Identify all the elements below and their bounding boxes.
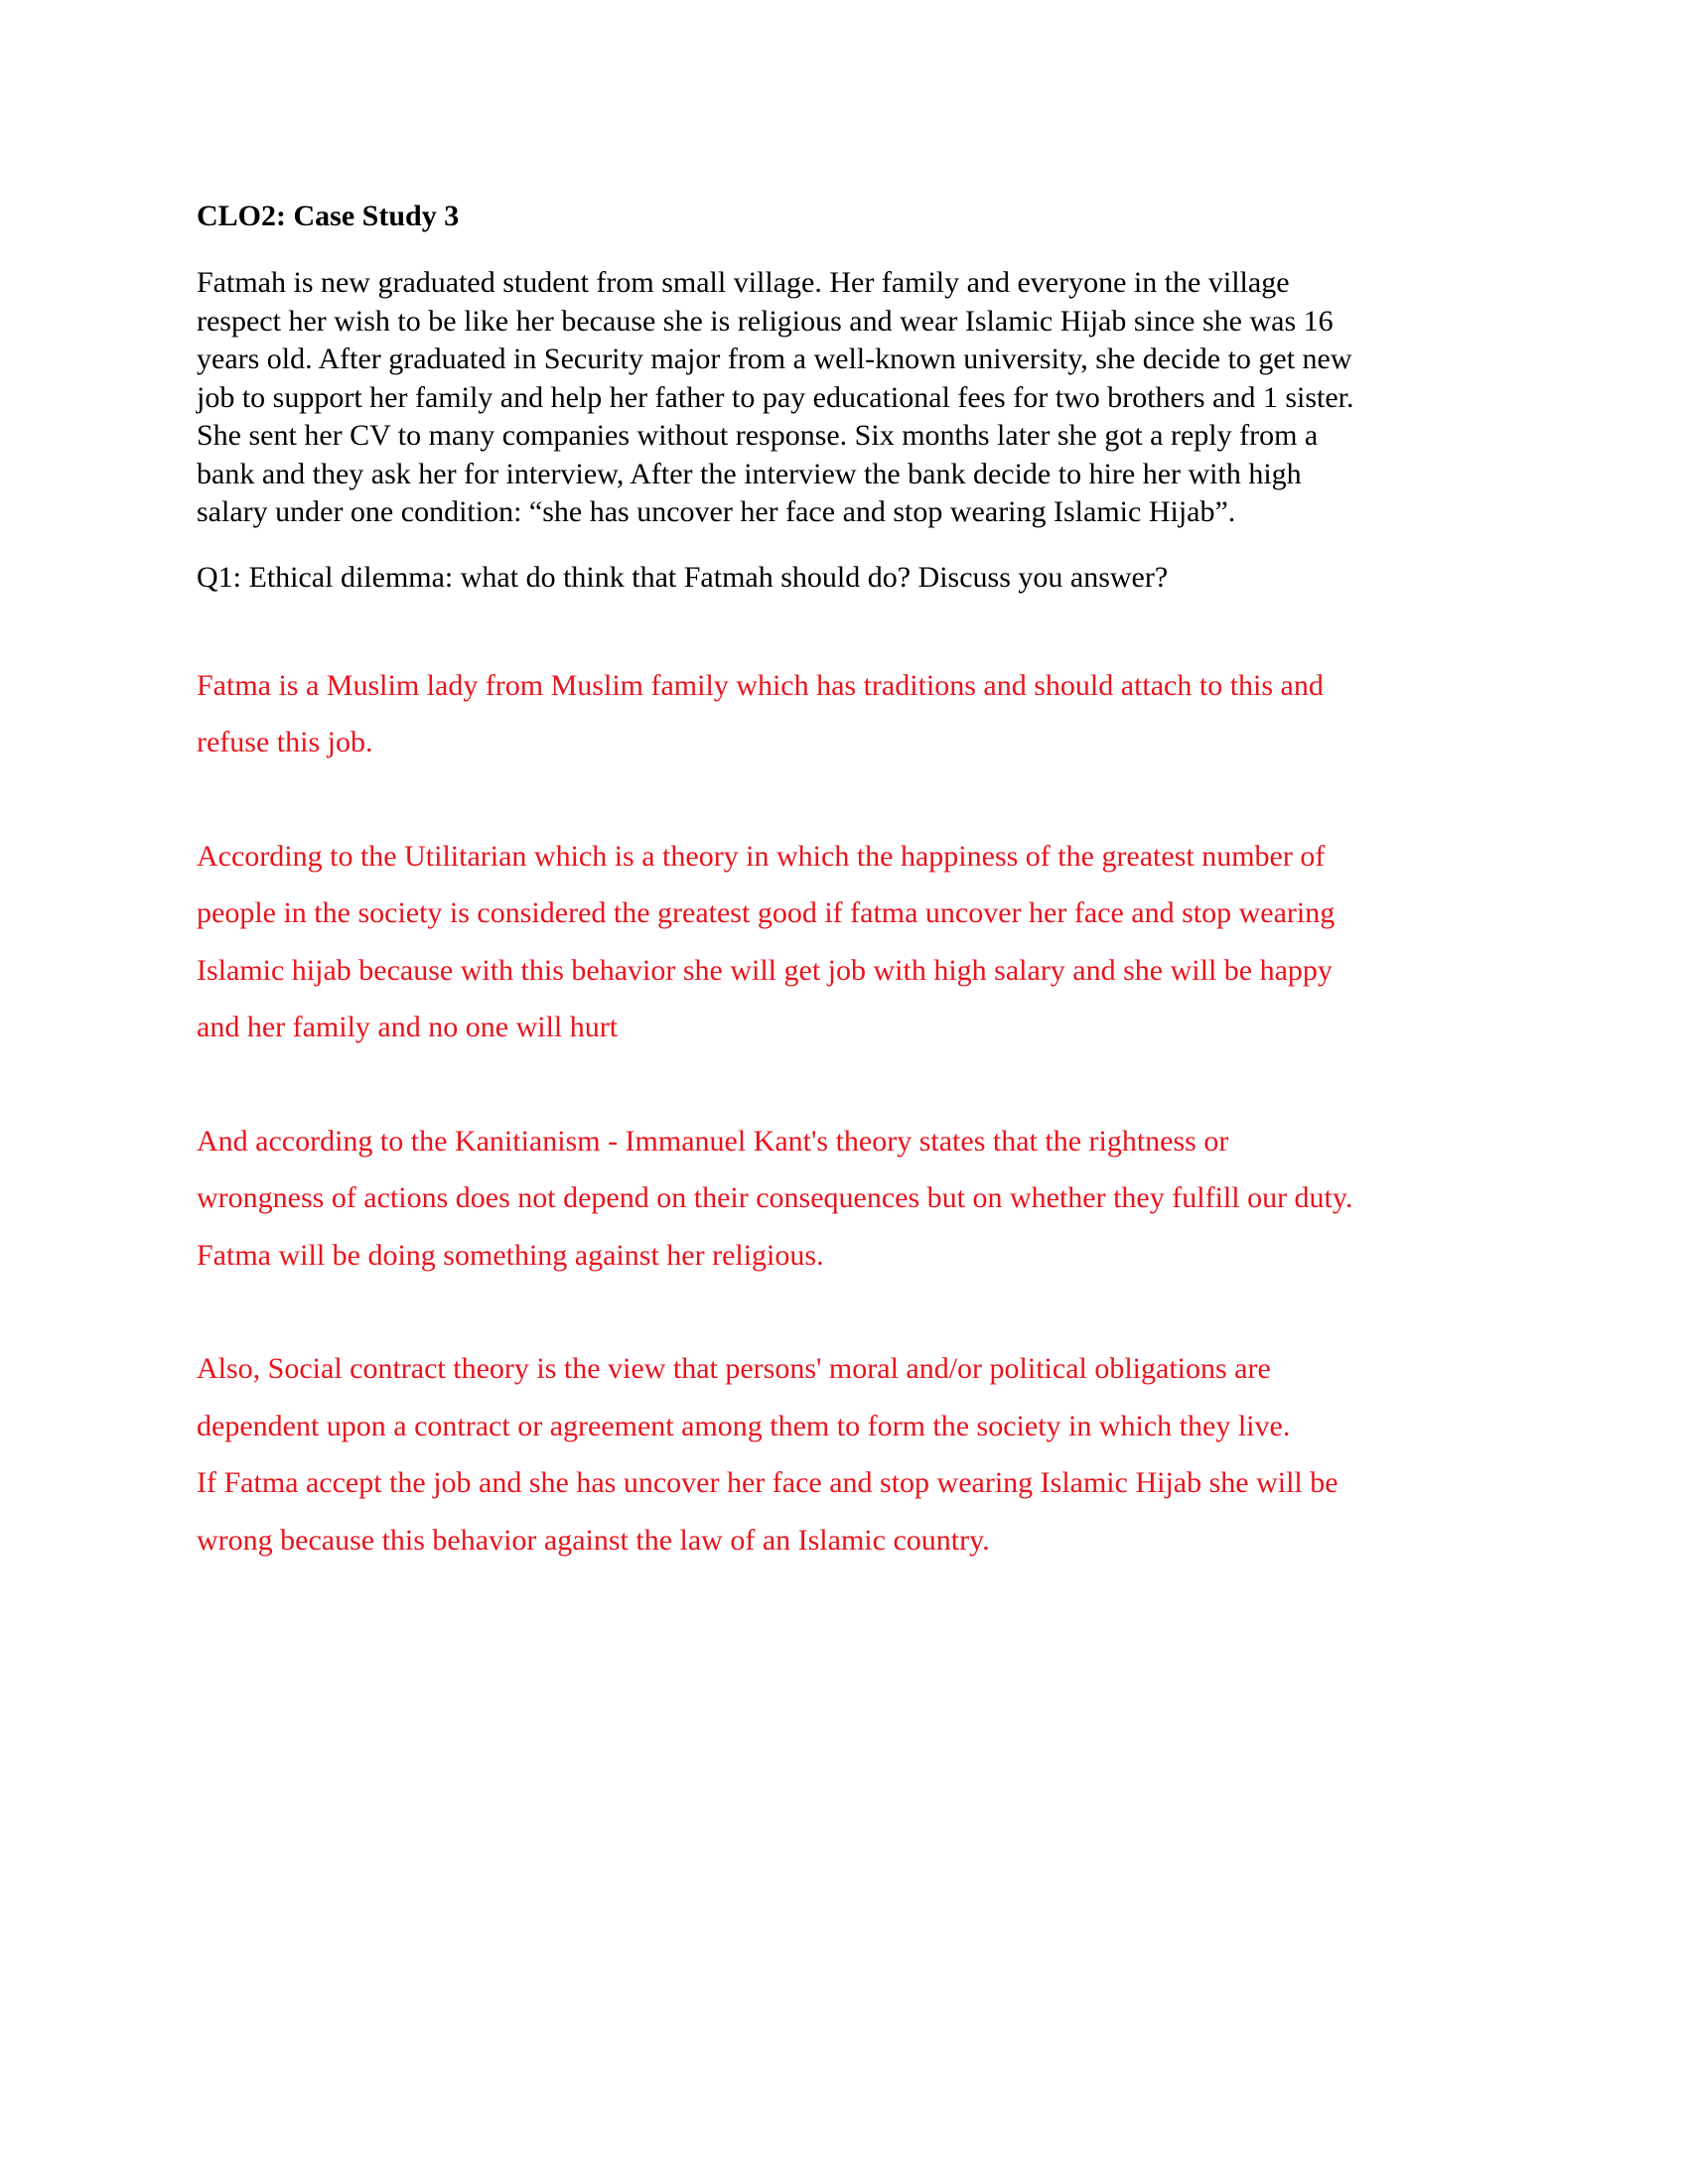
answer-paragraph — [197, 1340, 1507, 1569]
answer-line: and her family and no one will hurt — [197, 1011, 619, 1043]
answer-line: wrong because this behavior against the law of an Islamic country. — [197, 1523, 990, 1557]
answer-line: Also, Social contract theory is the view that persons' moral and/or political obligations are — [197, 1352, 1271, 1385]
question-text: Q1: Ethical dilemma: what do think that Fatmah should do? Discuss you answer? — [197, 560, 1169, 594]
case-line: Fatmah is new graduated student from small village. Her family and everyone in the village — [197, 266, 1290, 299]
answer-line: people in the society is considered the greatest good if fatma uncover her face and stop wearing — [197, 896, 1336, 929]
case-line: salary under one condition: “she has uncover her face and stop wearing Islamic Hijab”. — [197, 495, 1236, 528]
answer-paragraph — [197, 1113, 1507, 1285]
answer-line: If Fatma accept the job and she has uncover her face and stop wearing Islamic Hijab she will be — [197, 1466, 1338, 1499]
answer-line: Fatma will be doing something against her religious. — [197, 1238, 824, 1272]
answer-line: Islamic hijab because with this behavior she will get job with high salary and she will be happy — [197, 953, 1333, 987]
answer-line: dependent upon a contract or agreement among them to form the society in which they live. — [197, 1409, 1291, 1442]
case-line: job to support her family and help her father to pay educational fees for two brothers and 1 sister. — [197, 380, 1354, 414]
answer-line: Fatma is a Muslim lady from Muslim family which has traditions and should attach to this and — [197, 668, 1324, 702]
case-line: years old. After graduated in Security major from a well-known university, she decide to get new — [197, 342, 1352, 375]
document-title: CLO2: Case Study 3 — [197, 200, 460, 232]
answer-line: According to the Utilitarian which is a theory in which the happiness of the greatest number of — [197, 839, 1326, 873]
case-description — [197, 264, 1507, 532]
answer-paragraph — [197, 828, 1507, 1056]
answer-line: wrongness of actions does not depend on their consequences but on whether they fulfill our duty. — [197, 1181, 1353, 1214]
document-page — [197, 197, 1507, 1569]
answer-paragraph — [197, 657, 1507, 771]
answer-line: And according to the Kanitianism - Immanuel Kant's theory states that the rightness or — [197, 1124, 1229, 1158]
answer-line: refuse this job. — [197, 726, 373, 758]
case-line: She sent her CV to many companies without response. Six months later she got a reply from a — [197, 419, 1319, 452]
case-line: respect her wish to be like her because she is religious and wear Islamic Hijab since she was 16 — [197, 304, 1334, 338]
case-line: bank and they ask her for interview, After the interview the bank decide to hire her with high — [197, 457, 1302, 490]
